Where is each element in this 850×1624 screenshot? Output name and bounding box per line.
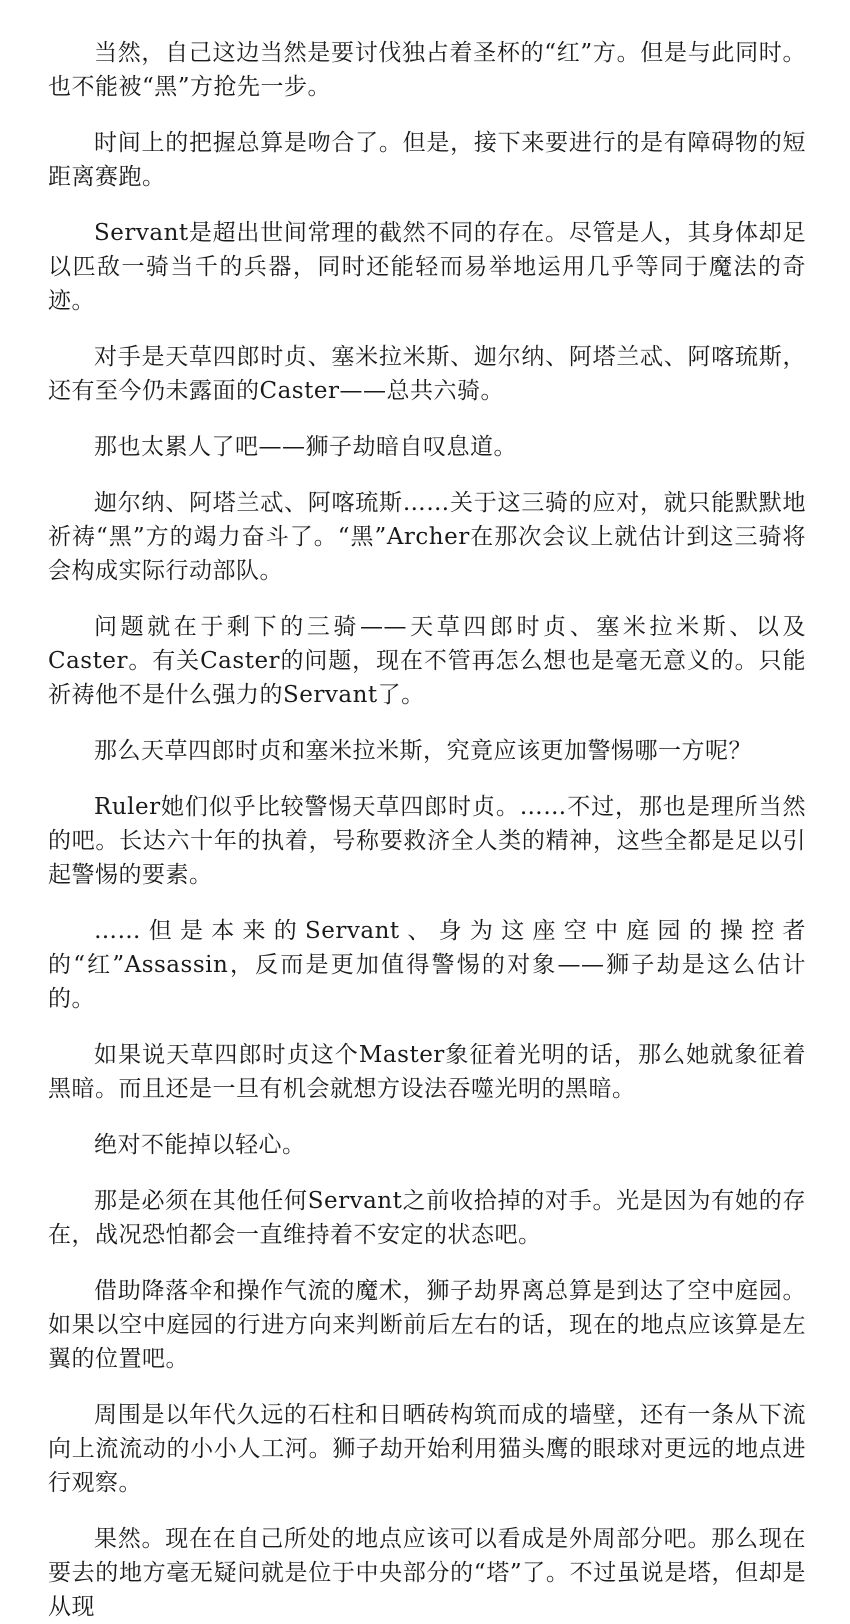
paragraph: Servant是超出世间常理的截然不同的存在。尽管是人，其身体却足以匹敌一骑当千的兵器，同时还能轻而易举地运用几乎等同于魔法的奇迹。 [48,220,806,314]
paragraph: 当然，自己这边当然是要讨伐独占着圣杯的“红”方。但是与此同时。也不能被“黑”方抢先一步。 [48,40,806,100]
paragraph: 绝对不能掉以轻心。 [94,1132,306,1158]
paragraph: 问题就在于剩下的三骑——天草四郎时贞、塞米拉米斯、以及Caster。有关Caster的问题，现在不管再怎么想也是毫无意义的。只能祈祷他不是什么强力的Servant了。 [48,614,806,708]
paragraph: Ruler她们似乎比较警惕天草四郎时贞。……不过，那也是理所当然的吧。长达六十年的执着，号称要救济全人类的精神，这些全都是足以引起警惕的要素。 [48,794,806,888]
paragraph: 如果说天草四郎时贞这个Master象征着光明的话，那么她就象征着黑暗。而且还是一旦有机会就想方设法吞噬光明的黑暗。 [48,1042,806,1102]
paragraph: 迦尔纳、阿塔兰忒、阿喀琉斯……关于这三骑的应对，就只能默默地祈祷“黑”方的竭力奋斗了。“黑”Archer在那次会议上就估计到这三骑将会构成实际行动部队。 [48,490,806,584]
paragraph: 对手是天草四郎时贞、塞米拉米斯、迦尔纳、阿塔兰忒、阿喀琉斯，还有至今仍未露面的Caster——总共六骑。 [48,344,806,404]
paragraph: 那么天草四郎时贞和塞米拉米斯，究竟应该更加警惕哪一方呢？ [94,738,752,764]
paragraph: ……但是本来的Servant、身为这座空中庭园的操控者的“红”Assassin，反而是更加值得警惕的对象——狮子劫是这么估计的。 [48,918,806,1012]
paragraph: 那是必须在其他任何Servant之前收拾掉的对手。光是因为有她的存在，战况恐怕都会一直维持着不安定的状态吧。 [48,1188,806,1248]
paragraph: 果然。现在在自己所处的地点应该可以看成是外周部分吧。那么现在要去的地方毫无疑问就是位于中央部分的“塔”了。不过虽说是塔，但却是从现 [48,1526,806,1620]
paragraph: 时间上的把握总算是吻合了。但是，接下来要进行的是有障碍物的短距离赛跑。 [48,130,806,190]
paragraph: 那也太累人了吧——狮子劫暗自叹息道。 [94,434,517,460]
paragraph: 借助降落伞和操作气流的魔术，狮子劫界离总算是到达了空中庭园。如果以空中庭园的行进方向来判断前后左右的话，现在的地点应该算是左翼的位置吧。 [48,1278,806,1372]
paragraph: 周围是以年代久远的石柱和日晒砖构筑而成的墙壁，还有一条从下流向上流流动的小小人工河。狮子劫开始利用猫头鹰的眼球对更远的地点进行观察。 [48,1402,806,1496]
